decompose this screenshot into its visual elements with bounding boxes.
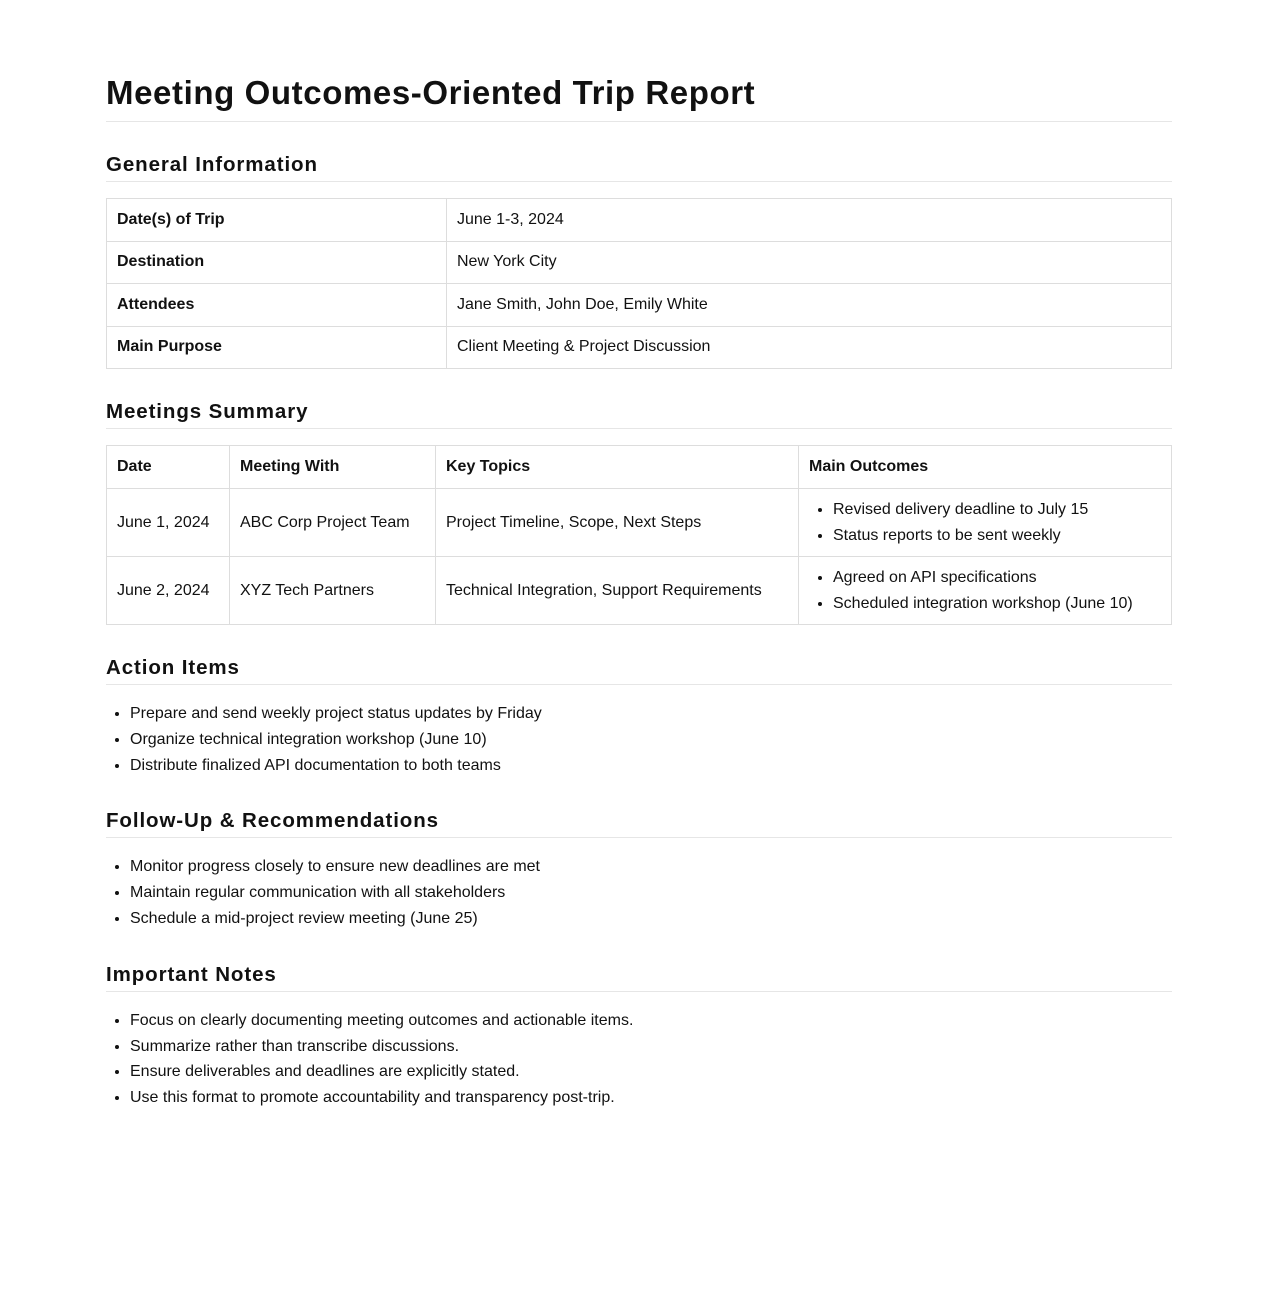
info-label: Date(s) of Trip: [107, 199, 447, 242]
trip-report: [106, 0, 1172, 1111]
list-item: • Use this format to promote accountability and transparency post-trip.: [130, 1085, 1172, 1111]
list-item: • Ensure deliverables and deadlines are explicitly stated.: [130, 1059, 1172, 1085]
table-row: [107, 284, 1172, 327]
list-item: • Summarize rather than transcribe discussions.: [130, 1034, 1172, 1060]
follow-up-heading: Follow-Up & Recommendations: [106, 809, 1172, 838]
page-title: Meeting Outcomes-Oriented Trip Report: [106, 74, 1172, 122]
list-item: • Schedule a mid-project review meeting (June 25): [130, 906, 1172, 932]
info-label: Attendees: [107, 284, 447, 327]
table-header-row: [107, 446, 1172, 489]
list-item: • Focus on clearly documenting meeting outcomes and actionable items.: [130, 1008, 1172, 1034]
outcomes-list: [809, 565, 1161, 617]
meetings-summary-table: [106, 445, 1172, 625]
list-item: • Monitor progress closely to ensure new deadlines are met: [130, 854, 1172, 880]
action-items-heading: Action Items: [106, 656, 1172, 685]
list-item: • Status reports to be sent weekly: [833, 523, 1161, 549]
meeting-with: ABC Corp Project Team: [230, 489, 436, 557]
list-item: • Distribute finalized API documentation to both teams: [130, 753, 1172, 779]
table-row: [107, 326, 1172, 369]
info-value: June 1-3, 2024: [447, 199, 1172, 242]
column-header-key-topics: Key Topics: [436, 446, 799, 489]
important-notes-list: [106, 1008, 1172, 1111]
meeting-date: June 2, 2024: [107, 557, 230, 625]
column-header-date: Date: [107, 446, 230, 489]
list-item: • Agreed on API specifications: [833, 565, 1161, 591]
general-information-table: [106, 198, 1172, 369]
outcomes-list: [809, 497, 1161, 549]
list-item: • Organize technical integration workshop (June 10): [130, 727, 1172, 753]
column-header-meeting-with: Meeting With: [230, 446, 436, 489]
important-notes-heading: Important Notes: [106, 963, 1172, 992]
info-value: New York City: [447, 241, 1172, 284]
meeting-topics: Project Timeline, Scope, Next Steps: [436, 489, 799, 557]
action-items-list: [106, 701, 1172, 778]
meeting-date: June 1, 2024: [107, 489, 230, 557]
info-value: Client Meeting & Project Discussion: [447, 326, 1172, 369]
table-row: [107, 489, 1172, 557]
meetings-summary-heading: Meetings Summary: [106, 400, 1172, 429]
table-row: [107, 557, 1172, 625]
list-item: • Maintain regular communication with all stakeholders: [130, 880, 1172, 906]
info-label: Main Purpose: [107, 326, 447, 369]
list-item: • Revised delivery deadline to July 15: [833, 497, 1161, 523]
general-information-heading: General Information: [106, 153, 1172, 182]
info-label: Destination: [107, 241, 447, 284]
table-row: [107, 199, 1172, 242]
list-item: • Scheduled integration workshop (June 10): [833, 591, 1161, 617]
meeting-topics: Technical Integration, Support Requirements: [436, 557, 799, 625]
meeting-outcomes: [799, 489, 1172, 557]
column-header-main-outcomes: Main Outcomes: [799, 446, 1172, 489]
list-item: • Prepare and send weekly project status updates by Friday: [130, 701, 1172, 727]
follow-up-list: [106, 854, 1172, 931]
info-value: Jane Smith, John Doe, Emily White: [447, 284, 1172, 327]
table-row: [107, 241, 1172, 284]
meeting-outcomes: [799, 557, 1172, 625]
meeting-with: XYZ Tech Partners: [230, 557, 436, 625]
